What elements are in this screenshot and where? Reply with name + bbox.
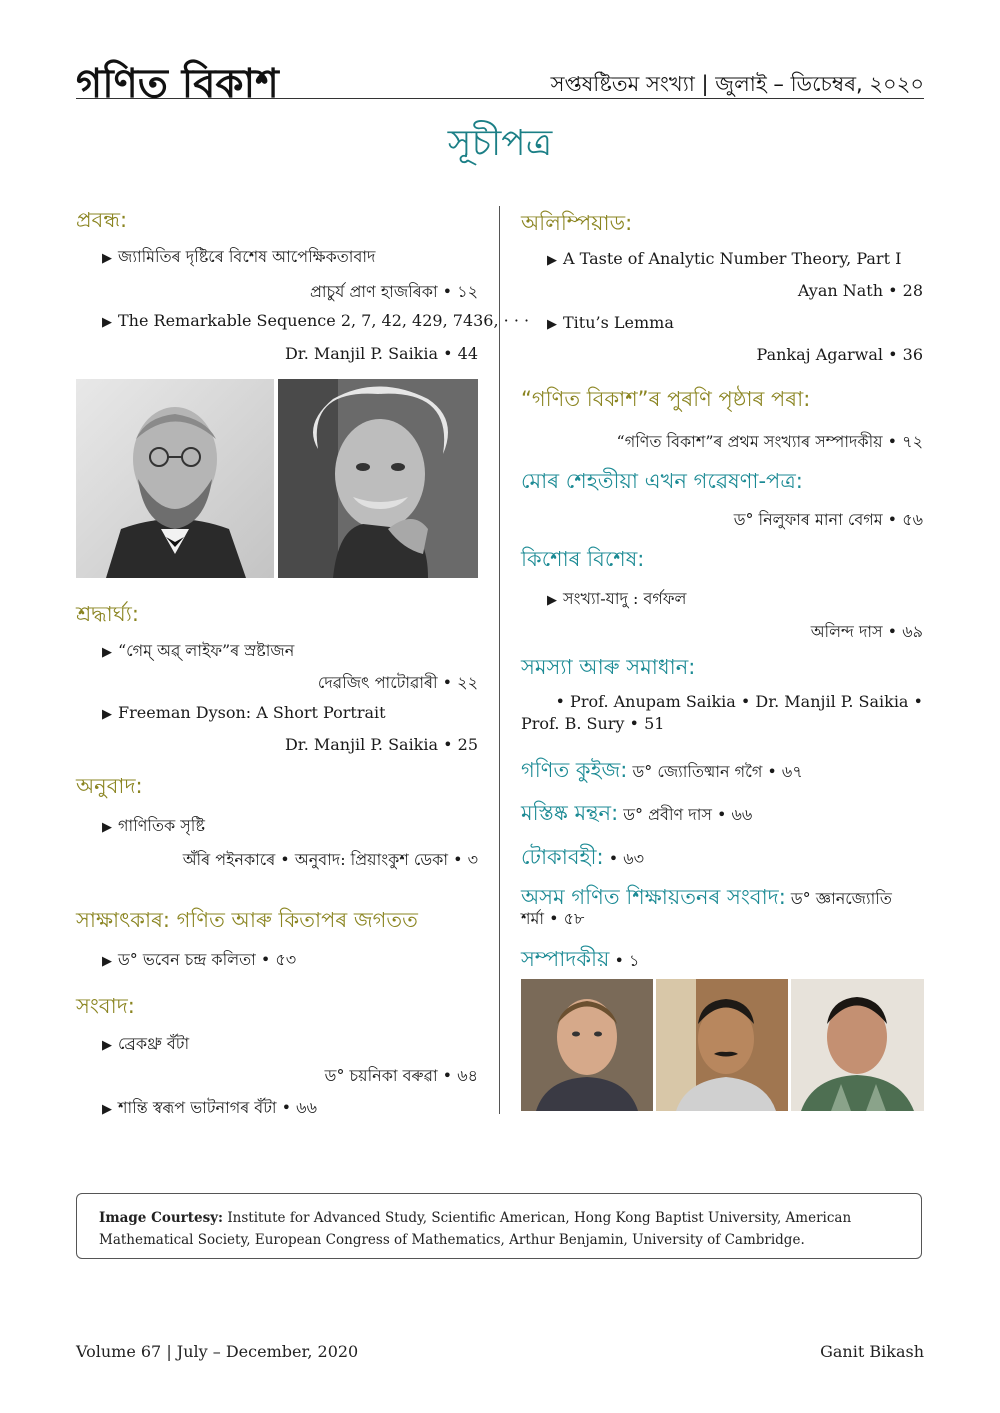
- item-title: The Remarkable Sequence 2, 7, 42, 429, 7436, · · ·: [118, 311, 530, 330]
- item-title: “গেম্ অৱ্ লাইফ”ৰ স্ৰষ্টাজন: [118, 641, 295, 660]
- item-author: Ayan Nath • 28: [797, 281, 923, 300]
- section-old-pages: “গণিত বিকাশ”ৰ পুৰণি পৃষ্ঠাৰ পৰা:: [521, 387, 811, 411]
- section-kishore: কিশোৰ বিশেষ:: [521, 547, 645, 571]
- toc-item[interactable]: [102, 947, 296, 974]
- editor-photo-1: [521, 979, 653, 1111]
- item-title: Freeman Dyson: A Short Portrait: [118, 703, 386, 722]
- triangle-bullet-icon: ▶: [547, 317, 557, 332]
- tokabahi-entry[interactable]: [521, 841, 644, 876]
- column-divider: [499, 206, 500, 1114]
- item-author: “গণিত বিকাশ”ৰ প্ৰথম সংখ্যাৰ সম্পাদকীয় • ৭২: [616, 432, 923, 451]
- editor-photo-3: [791, 979, 924, 1111]
- item-author: ড° প্ৰবীণ দাস • ৬৬: [623, 805, 753, 824]
- footer-volume: Volume 67 | July – December, 2020: [76, 1342, 359, 1361]
- item-title: A Taste of Analytic Number Theory, Part I: [563, 249, 902, 268]
- item-title: সংখ্যা-যাদু : বৰ্গফল: [563, 589, 687, 608]
- triangle-bullet-icon: ▶: [102, 645, 112, 660]
- item-author: Dr. Manjil P. Saikia • 25: [284, 735, 478, 754]
- section-brain: মস্তিষ্ক মন্থন:: [521, 801, 619, 825]
- courtesy-text: Institute for Advanced Study, Scientific American, Hong Kong Baptist University, American Mathematical Society, European Congress of Mathematics, Arthur Benjamin, University of Cambridge.: [99, 1210, 852, 1248]
- item-author: অলিন্দ দাস • ৬৯: [810, 622, 923, 641]
- item-author: • ৬৩: [608, 849, 645, 868]
- section-tokabahi: টোকাবহী:: [521, 845, 604, 869]
- section-quiz: গণিত কুইজ:: [521, 758, 628, 782]
- poincare-photo: [76, 379, 274, 578]
- toc-item[interactable]: [102, 1095, 317, 1122]
- item-title: জ্যামিতিৰ দৃষ্টিৰে বিশেষ আপেক্ষিকতাবাদ: [118, 247, 376, 266]
- triangle-bullet-icon: ▶: [102, 1038, 112, 1053]
- editorial-entry[interactable]: [521, 943, 639, 978]
- toc-title: সূচীপত্ৰ: [447, 123, 553, 164]
- editor-photo-2: [656, 979, 788, 1111]
- item-author: প্ৰাচুৰ্য প্ৰাণ হাজৰিকা • ১২: [309, 282, 478, 301]
- triangle-bullet-icon: ▶: [102, 315, 112, 330]
- toc-item[interactable]: [547, 586, 686, 613]
- toc-item[interactable]: [102, 638, 294, 665]
- item-author: অঁৰি পইনকাৰে • অনুবাদ: প্ৰিয়াংকুশ ডেকা • ৩: [182, 850, 478, 869]
- section-assam-news: অসম গণিত শিক্ষায়তনৰ সংবাদ:: [521, 885, 786, 909]
- triangle-bullet-icon: ▶: [102, 251, 112, 266]
- brain-entry[interactable]: [521, 797, 752, 832]
- toc-item[interactable]: [547, 313, 674, 332]
- toc-item[interactable]: [547, 249, 901, 268]
- item-author: ড° নিলুফাৰ মানা বেগম • ৫৬: [733, 510, 923, 529]
- triangle-bullet-icon: ▶: [102, 820, 112, 835]
- toc-item[interactable]: [102, 813, 205, 840]
- section-editorial: সম্পাদকীয়: [521, 947, 610, 971]
- item-author: ড° চয়নিকা বৰুৱা • ৬৪: [324, 1066, 478, 1085]
- einstein-photo: [278, 379, 478, 578]
- section-olympiad: অলিম্পিয়াড:: [521, 211, 633, 235]
- item-author: ড° জ্ঞানজ্যোতি: [790, 889, 892, 908]
- footer-journal-name: Ganit Bikash: [820, 1342, 924, 1361]
- toc-item[interactable]: [102, 244, 375, 271]
- section-problems: সমস্যা আৰু সমাধান:: [521, 655, 696, 679]
- toc-item[interactable]: [102, 1031, 189, 1058]
- section-shraddhargha: শ্ৰদ্ধাৰ্ঘ্য:: [76, 602, 139, 626]
- item-author: দেৱজিৎ পাটোৱাৰী • ২২: [317, 673, 478, 692]
- section-anubad: অনুবাদ:: [76, 774, 143, 798]
- item-title: ড° ভবেন চন্দ্ৰ কলিতা • ৫৩: [118, 950, 297, 969]
- item-author: • ১: [614, 951, 640, 970]
- item-title: শান্তি স্বৰূপ ভাটনাগৰ বঁটা • ৬৬: [118, 1098, 317, 1117]
- section-news: সংবাদ:: [76, 994, 135, 1018]
- triangle-bullet-icon: ▶: [102, 707, 112, 722]
- item-title: গাণিতিক সৃষ্টি: [118, 816, 205, 835]
- triangle-bullet-icon: ▶: [102, 1102, 112, 1117]
- quiz-entry[interactable]: [521, 754, 803, 789]
- item-author: Pankaj Agarwal • 36: [756, 345, 923, 364]
- item-author: ড° জ্যোতিষ্মান গগৈ • ৬৭: [632, 762, 803, 781]
- item-title: Titu’s Lemma: [563, 313, 674, 332]
- issue-info: সপ্তষষ্টিতম সংখ্যা | জুলাই – ডিচেম্বৰ, ২০২০: [550, 72, 924, 96]
- item-title: ব্ৰেকথ্ৰু বঁটা: [118, 1034, 190, 1053]
- toc-item[interactable]: [102, 311, 529, 330]
- item-author: Dr. Manjil P. Saikia • 44: [284, 344, 478, 363]
- image-courtesy-box: [76, 1193, 922, 1259]
- section-prabandha: প্ৰবন্ধ:: [76, 208, 128, 232]
- header-rule: [76, 98, 924, 99]
- section-research: মোৰ শেহতীয়া এখন গৱেষণা-পত্ৰ:: [521, 469, 803, 493]
- journal-title: গণিত বিকাশ: [76, 61, 279, 107]
- toc-item[interactable]: [102, 703, 386, 722]
- triangle-bullet-icon: ▶: [547, 593, 557, 608]
- section-interview: সাক্ষাৎকাৰ: গণিত আৰু কিতাপৰ জগতত: [76, 908, 418, 932]
- problems-authors-line1: • Prof. Anupam Saikia • Dr. Manjil P. Saikia •: [555, 692, 923, 711]
- triangle-bullet-icon: ▶: [547, 253, 557, 268]
- assam-news-author-cont: শৰ্মা • ৫৮: [521, 909, 585, 928]
- courtesy-label: Image Courtesy:: [99, 1210, 224, 1226]
- triangle-bullet-icon: ▶: [102, 954, 112, 969]
- problems-authors-line2: Prof. B. Sury • 51: [521, 714, 665, 733]
